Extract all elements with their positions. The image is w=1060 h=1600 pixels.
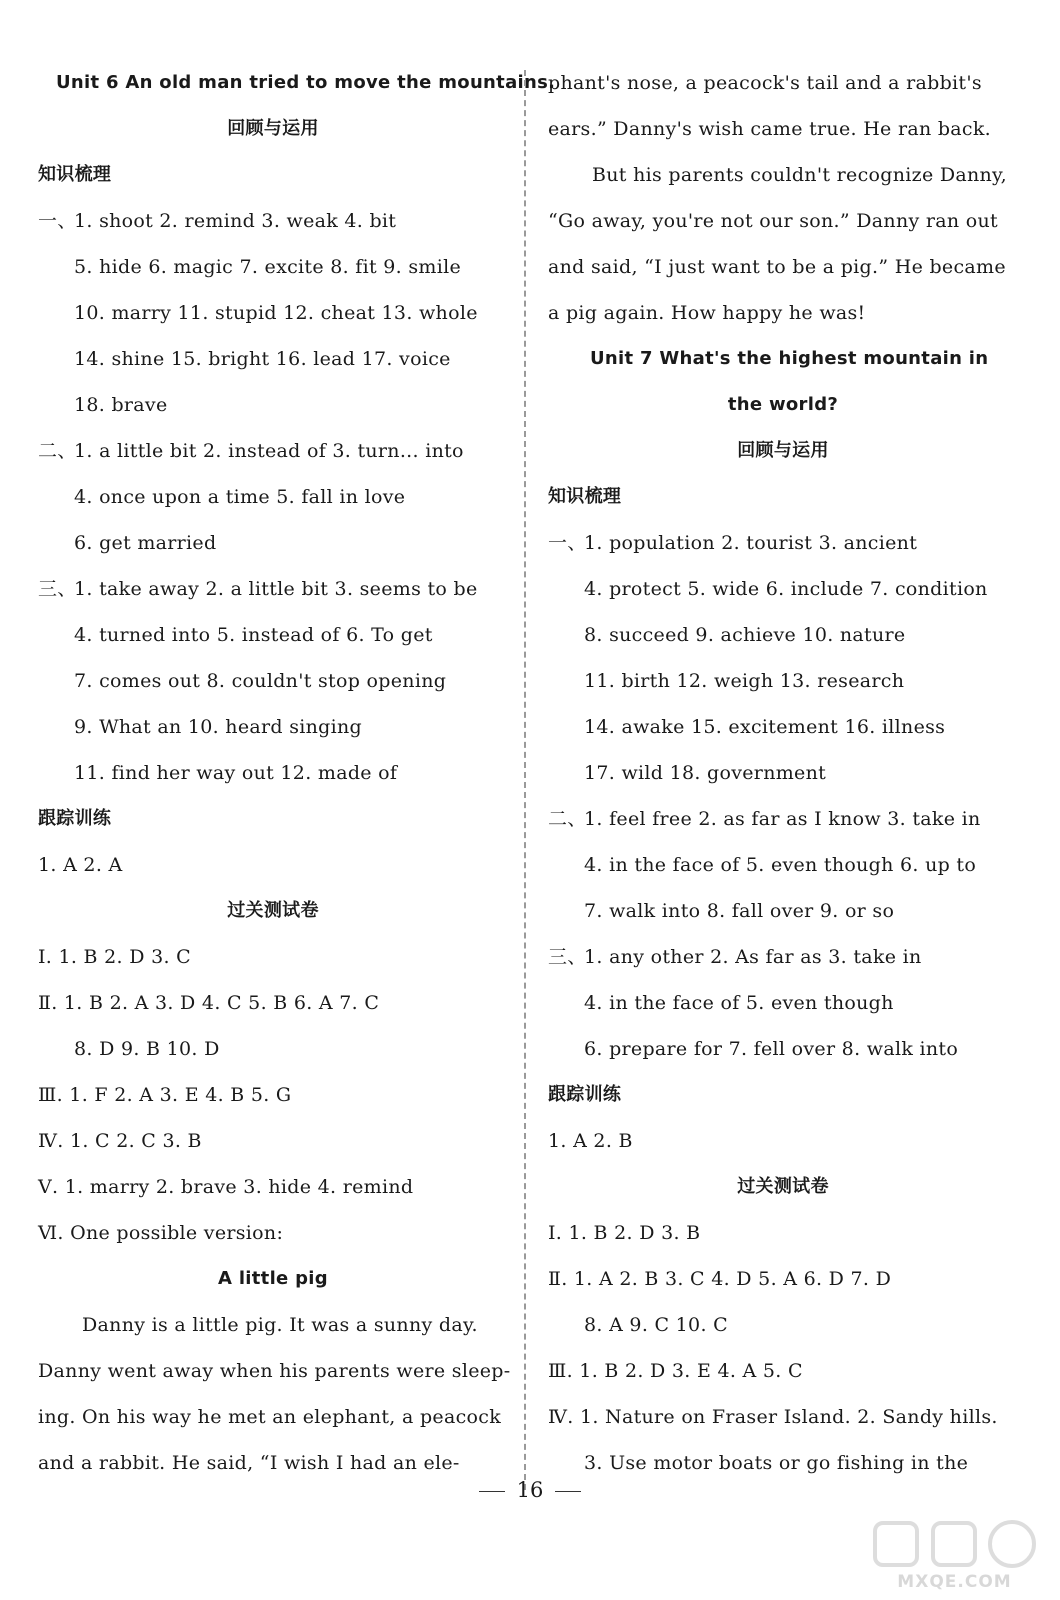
- test-line-1: Ⅰ. 1. B 2. D 3. C: [38, 946, 191, 968]
- part1-line-4: 14. shine 15. bright 16. lead 17. voice: [74, 348, 451, 370]
- page-number: [0, 1478, 1060, 1502]
- knowledge-heading-unit6: 知识梳理: [38, 164, 112, 185]
- part2-prefix: 二、: [38, 440, 77, 462]
- essay-cont-line-3: But his parents couldn't recognize Danny,: [592, 164, 1007, 186]
- essay-cont-line-2: ears.” Danny's wish came true. He ran back.: [548, 118, 992, 140]
- column-divider: [524, 70, 526, 1490]
- r-part2-prefix: 二、: [548, 808, 587, 830]
- review-title-unit6: 回顾与运用: [227, 118, 319, 139]
- tracking-answers-unit7: 1. A 2. B: [548, 1130, 633, 1152]
- page-number-right-dash: [555, 1491, 581, 1492]
- test-line-6: Ⅴ. 1. marry 2. brave 3. hide 4. remind: [38, 1176, 414, 1198]
- part1-line-2: 5. hide 6. magic 7. excite 8. fit 9. smile: [74, 256, 462, 278]
- essay-title: A little pig: [218, 1268, 328, 1289]
- test-line-2: Ⅱ. 1. B 2. A 3. D 4. C 5. B 6. A 7. C: [38, 992, 380, 1014]
- part3-prefix: 三、: [38, 578, 77, 600]
- r-part3-line-2: 4. in the face of 5. even though: [584, 992, 894, 1014]
- r-part1-line-6: 17. wild 18. government: [584, 762, 827, 784]
- essay-cont-line-6: a pig again. How happy he was!: [548, 302, 866, 324]
- unit-6-title: Unit 6 An old man tried to move the mountains.: [56, 72, 556, 93]
- r-part1-prefix: 一、: [548, 532, 587, 554]
- r-test-line-5: Ⅳ. 1. Nature on Fraser Island. 2. Sandy hills.: [548, 1406, 998, 1428]
- r-part1-line-4: 11. birth 12. weigh 13. research: [584, 670, 905, 692]
- r-part1-line-5: 14. awake 15. excitement 16. illness: [584, 716, 946, 738]
- page-number-left-dash: [479, 1491, 505, 1492]
- part2-line-2: 4. once upon a time 5. fall in love: [74, 486, 406, 508]
- r-test-line-2: Ⅱ. 1. A 2. B 3. C 4. D 5. A 6. D 7. D: [548, 1268, 892, 1290]
- essay-cont-line-4: “Go away, you're not our son.” Danny ran out: [548, 210, 998, 232]
- r-part1-line-3: 8. succeed 9. achieve 10. nature: [584, 624, 906, 646]
- part3-line-2: 4. turned into 5. instead of 6. To get: [74, 624, 433, 646]
- part3-line-4: 9. What an 10. heard singing: [74, 716, 362, 738]
- essay-cont-line-5: and said, “I just want to be a pig.” He became: [548, 256, 1006, 278]
- tracking-heading-unit6: 跟踪训练: [38, 808, 112, 829]
- test-line-4: Ⅲ. 1. F 2. A 3. E 4. B 5. G: [38, 1084, 292, 1106]
- watermark-stamp-icon: [867, 1517, 1042, 1572]
- r-test-line-1: Ⅰ. 1. B 2. D 3. B: [548, 1222, 701, 1244]
- r-test-line-3: 8. A 9. C 10. C: [584, 1314, 728, 1336]
- essay-cont-line-1: phant's nose, a peacock's tail and a rabbit's: [548, 72, 982, 94]
- tracking-heading-unit7: 跟踪训练: [548, 1084, 622, 1105]
- essay-line-2: Danny went away when his parents were sleep-: [38, 1360, 511, 1382]
- r-test-line-6: 3. Use motor boats or go fishing in the: [584, 1452, 969, 1474]
- r-part3-line-1: 1. any other 2. As far as 3. take in: [584, 946, 922, 968]
- part1-line-5: 18. brave: [74, 394, 168, 416]
- r-part3-line-3: 6. prepare for 7. fell over 8. walk into: [584, 1038, 959, 1060]
- part2-line-1: 1. a little bit 2. instead of 3. turn... into: [74, 440, 464, 462]
- essay-line-4: and a rabbit. He said, “I wish I had an ele-: [38, 1452, 460, 1474]
- tracking-answers-unit6: 1. A 2. A: [38, 854, 123, 876]
- test-line-5: Ⅳ. 1. C 2. C 3. B: [38, 1130, 202, 1152]
- essay-line-3: ing. On his way he met an elephant, a peacock: [38, 1406, 502, 1428]
- test-line-7: Ⅵ. One possible version:: [38, 1222, 284, 1244]
- watermark-logo: [867, 1517, 1042, 1592]
- part1-line-1: 1. shoot 2. remind 3. weak 4. bit: [74, 210, 397, 232]
- watermark-text: MXQE.COM: [897, 1572, 1012, 1592]
- page-number-value: 16: [516, 1478, 544, 1502]
- part2-line-3: 6. get married: [74, 532, 217, 554]
- test-title-unit6: 过关测试卷: [227, 900, 319, 921]
- part3-line-5: 11. find her way out 12. made of: [74, 762, 398, 784]
- r-part2-line-3: 7. walk into 8. fall over 9. or so: [584, 900, 895, 922]
- r-part3-prefix: 三、: [548, 946, 587, 968]
- unit-7-title-1: Unit 7 What's the highest mountain in: [590, 348, 989, 369]
- knowledge-heading-unit7: 知识梳理: [548, 486, 622, 507]
- part3-line-1: 1. take away 2. a little bit 3. seems to be: [74, 578, 478, 600]
- essay-line-1: Danny is a little pig. It was a sunny day.: [82, 1314, 478, 1336]
- r-part2-line-1: 1. feel free 2. as far as I know 3. take in: [584, 808, 981, 830]
- r-part1-line-2: 4. protect 5. wide 6. include 7. condition: [584, 578, 988, 600]
- r-test-line-4: Ⅲ. 1. B 2. D 3. E 4. A 5. C: [548, 1360, 803, 1382]
- part3-line-3: 7. comes out 8. couldn't stop opening: [74, 670, 447, 692]
- unit-7-title-2: the world?: [727, 394, 839, 415]
- r-part2-line-2: 4. in the face of 5. even though 6. up to: [584, 854, 977, 876]
- review-title-unit7: 回顾与运用: [737, 440, 829, 461]
- test-line-3: 8. D 9. B 10. D: [74, 1038, 220, 1060]
- part1-prefix: 一、: [38, 210, 77, 232]
- part1-line-3: 10. marry 11. stupid 12. cheat 13. whole: [74, 302, 478, 324]
- test-title-unit7: 过关测试卷: [737, 1176, 829, 1197]
- r-part1-line-1: 1. population 2. tourist 3. ancient: [584, 532, 918, 554]
